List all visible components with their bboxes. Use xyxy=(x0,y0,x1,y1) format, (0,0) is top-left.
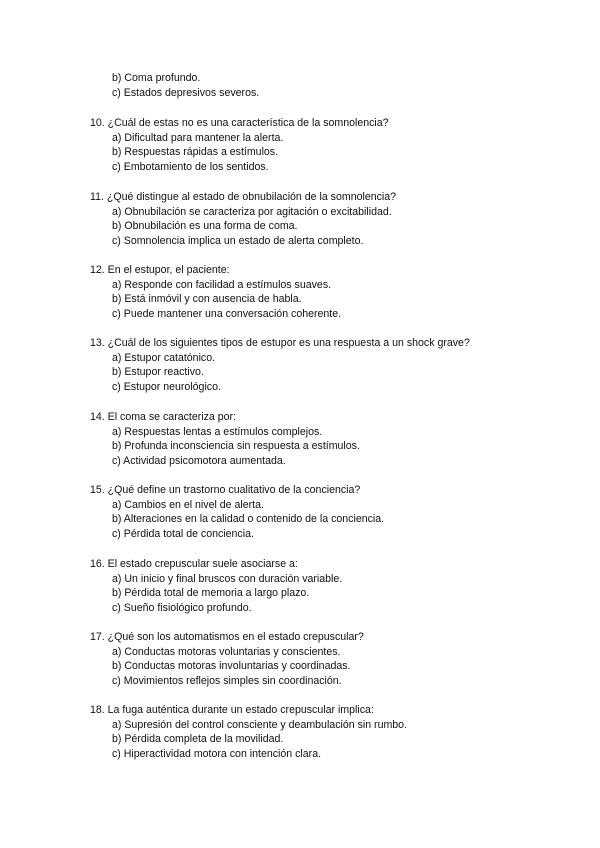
option: b) Alteraciones en la calidad o contenido de la conciencia. xyxy=(112,513,385,526)
question-14 xyxy=(90,410,550,468)
option: c) Somnolencia implica un estado de alerta completo. xyxy=(112,234,364,247)
continuation-options xyxy=(90,71,550,100)
question-text: 12. En el estupor, el paciente: xyxy=(90,264,230,276)
option: b) Respuestas rápidas a estímulos. xyxy=(112,146,279,159)
option: b) Estupor reactivo. xyxy=(112,366,204,379)
question-17 xyxy=(90,630,550,688)
option: a) Dificultad para mantener la alerta. xyxy=(112,131,284,144)
option: a) Conductas motoras voluntarias y conscientes. xyxy=(112,645,341,658)
question-text: 13. ¿Cuál de los siguientes tipos de estupor es una respuesta a un shock grave? xyxy=(90,337,470,349)
option: c) Puede mantener una conversación coherente. xyxy=(112,307,342,320)
question-text: 18. La fuga auténtica durante un estado crepuscular implica: xyxy=(90,704,374,716)
question-12 xyxy=(90,263,550,321)
option: c) Movimientos reflejos simples sin coordinación. xyxy=(112,674,342,687)
option: c) Actividad psicomotora aumentada. xyxy=(112,454,286,467)
option: a) Obnubilación se caracteriza por agitación o excitabilidad. xyxy=(112,205,392,218)
question-16 xyxy=(90,557,550,615)
question-text: 17. ¿Qué son los automatismos en el estado crepuscular? xyxy=(90,631,364,643)
option: b) Está inmóvil y con ausencia de habla. xyxy=(112,293,302,306)
option: b) Profunda inconsciencia sin respuesta a estímulos. xyxy=(112,440,360,453)
option: a) Supresión del control consciente y deambulación sin rumbo. xyxy=(112,718,408,731)
option: a) Responde con facilidad a estímulos suaves. xyxy=(112,278,332,291)
option: c) Pérdida total de conciencia. xyxy=(112,527,254,540)
option: b) Obnubilación es una forma de coma. xyxy=(112,220,298,233)
question-18 xyxy=(90,703,550,761)
option: b) Coma profundo. xyxy=(112,72,201,84)
option: a) Respuestas lentas a estímulos complejos. xyxy=(112,425,323,438)
option: a) Cambios en el nivel de alerta. xyxy=(112,498,264,511)
question-text: 11. ¿Qué distingue al estado de obnubilación de la somnolencia? xyxy=(90,191,397,203)
option: b) Conductas motoras involuntarias y coordinadas. xyxy=(112,660,351,673)
question-10 xyxy=(90,116,550,174)
option: c) Estupor neurológico. xyxy=(112,380,221,393)
option: c) Sueño fisiológico profundo. xyxy=(112,601,252,614)
option: a) Estupor catatónico. xyxy=(112,351,216,364)
question-text: 15. ¿Qué define un trastorno cualitativo de la conciencia? xyxy=(90,484,361,496)
question-text: 10. ¿Cuál de estas no es una característica de la somnolencia? xyxy=(90,117,389,129)
option: b) Pérdida completa de la movilidad. xyxy=(112,733,284,746)
option: c) Embotamiento de los sentidos. xyxy=(112,160,269,173)
option: c) Estados depresivos severos. xyxy=(112,86,260,99)
option: b) Pérdida total de memoria a largo plazo. xyxy=(112,587,310,600)
question-text: 14. El coma se caracteriza por: xyxy=(90,411,237,423)
question-text: 16. El estado crepuscular suele asociarse a: xyxy=(90,558,298,570)
question-15 xyxy=(90,483,550,541)
question-11 xyxy=(90,190,550,248)
option: a) Un inicio y final bruscos con duración variable. xyxy=(112,572,343,585)
question-13 xyxy=(90,336,550,394)
option: c) Hiperactividad motora con intención clara. xyxy=(112,747,322,760)
